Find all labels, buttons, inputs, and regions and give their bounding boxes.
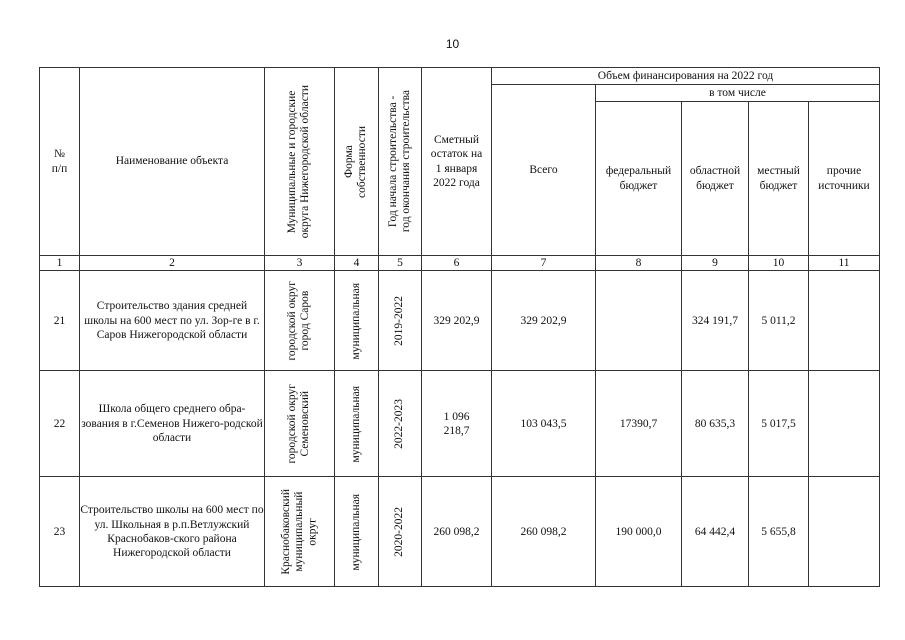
col-number: 10 <box>749 256 809 271</box>
col-number: 1 <box>40 256 80 271</box>
row-num: 22 <box>40 371 80 477</box>
col-number: 8 <box>596 256 682 271</box>
row-remainder: 1 096 218,7 <box>422 371 492 477</box>
header-regional: областной бюджет <box>682 102 749 256</box>
row-ownership <box>335 271 379 371</box>
col-number: 5 <box>379 256 422 271</box>
row-municipal-text: городской округ Семеновский <box>286 384 312 464</box>
table-row <box>40 477 880 587</box>
row-ownership-text: муниципальная <box>349 493 362 571</box>
header-total: Всего <box>492 85 596 256</box>
header-row-1 <box>40 68 880 85</box>
row-local: 5 011,2 <box>749 271 809 371</box>
row-ownership <box>335 477 379 587</box>
row-years <box>379 477 422 587</box>
row-name: Школа общего среднего обра-зования в г.Семенов Нижего-родской области <box>80 371 265 477</box>
header-local: местный бюджет <box>749 102 809 256</box>
header-years <box>379 68 422 256</box>
row-regional: 64 442,4 <box>682 477 749 587</box>
col-number: 4 <box>335 256 379 271</box>
row-total: 103 043,5 <box>492 371 596 477</box>
header-funding-group: Объем финансирования на 2022 год <box>492 68 880 85</box>
row-ownership <box>335 371 379 477</box>
row-num: 23 <box>40 477 80 587</box>
row-municipal <box>265 371 335 477</box>
col-number: 2 <box>80 256 265 271</box>
header-including: в том числе <box>596 85 880 102</box>
header-num: № п/п <box>40 68 80 256</box>
row-years-text: 2022-2023 <box>393 398 406 449</box>
row-regional: 324 191,7 <box>682 271 749 371</box>
header-other: прочие источники <box>809 102 880 256</box>
row-total: 329 202,9 <box>492 271 596 371</box>
row-local: 5 655,8 <box>749 477 809 587</box>
header-municipal-text: Муниципальные и городские округа Нижегородской области <box>286 84 312 239</box>
table-row <box>40 271 880 371</box>
col-number: 7 <box>492 256 596 271</box>
row-municipal <box>265 271 335 371</box>
header-municipal <box>265 68 335 256</box>
row-remainder: 260 098,2 <box>422 477 492 587</box>
row-other <box>809 371 880 477</box>
row-years <box>379 371 422 477</box>
row-years <box>379 271 422 371</box>
page-number: 10 <box>445 37 460 51</box>
col-number: 3 <box>265 256 335 271</box>
column-number-row <box>40 256 880 271</box>
row-num: 21 <box>40 271 80 371</box>
row-federal <box>596 271 682 371</box>
row-ownership-text: муниципальная <box>349 282 362 360</box>
row-municipal <box>265 477 335 587</box>
row-remainder: 329 202,9 <box>422 271 492 371</box>
row-other <box>809 271 880 371</box>
row-ownership-text: муниципальная <box>349 385 362 463</box>
header-name: Наименование объекта <box>80 68 265 256</box>
col-number: 11 <box>809 256 880 271</box>
col-number: 6 <box>422 256 492 271</box>
row-name: Строительство здания средней школы на 600 мест по ул. Зор-ге в г. Саров Нижегородской области <box>80 271 265 371</box>
row-total: 260 098,2 <box>492 477 596 587</box>
row-years-text: 2019-2022 <box>393 295 406 346</box>
row-municipal-text: городской округ город Саров <box>286 281 312 361</box>
row-other <box>809 477 880 587</box>
row-name: Строительство школы на 600 мест по ул. Школьная в р.п.Ветлужский Краснобаков-ского района Нижегородской области <box>80 477 265 587</box>
row-federal: 190 000,0 <box>596 477 682 587</box>
header-years-text: Год начала строительства - год окончания строительства <box>386 90 412 233</box>
header-ownership <box>335 68 379 256</box>
row-local: 5 017,5 <box>749 371 809 477</box>
row-federal: 17390,7 <box>596 371 682 477</box>
row-regional: 80 635,3 <box>682 371 749 477</box>
col-number: 9 <box>682 256 749 271</box>
header-remainder: Сметный остаток на 1 января 2022 года <box>422 68 492 256</box>
table-row <box>40 371 880 477</box>
header-federal: федеральный бюджет <box>596 102 682 256</box>
row-municipal-text: Краснобаковский муниципальный округ <box>279 489 319 575</box>
header-ownership-text: Форма собственности <box>343 125 369 198</box>
row-years-text: 2020-2022 <box>393 506 406 557</box>
financing-table <box>39 67 880 587</box>
